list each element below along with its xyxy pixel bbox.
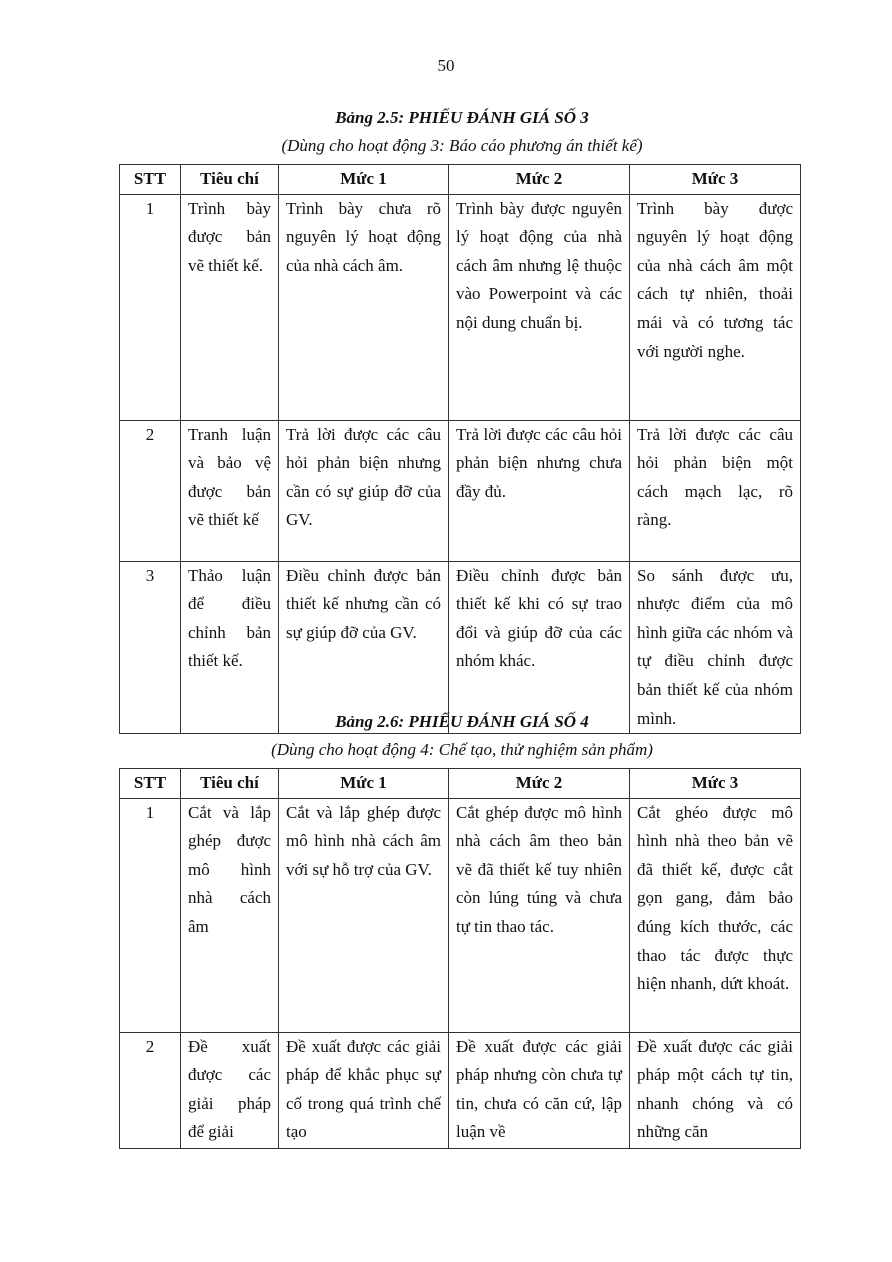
cell-level-3: Đề xuất được các giải pháp một cách tự tin, nhanh chóng và có những căn: [630, 1032, 801, 1148]
header-level-3: Mức 3: [630, 165, 801, 195]
cell-criterion: Đề xuất được các giải pháp để giải: [181, 1032, 279, 1148]
table-row: [120, 420, 801, 561]
cell-level-2: Đề xuất được các giải pháp nhưng còn chưa tự tin, chưa có căn cứ, lập luận về: [449, 1032, 630, 1148]
table-subtitle: (Dùng cho hoạt động 4: Chế tạo, thử nghiệm sản phẩm): [271, 740, 653, 759]
cell-level-1: Điều chỉnh được bản thiết kế nhưng cần có sự giúp đỡ của GV.: [279, 561, 449, 734]
cell-criterion: Trình bày được bản vẽ thiết kế.: [181, 194, 279, 420]
cell-level-1: Trả lời được các câu hỏi phản biện nhưng cần có sự giúp đỡ của GV.: [279, 420, 449, 561]
header-criterion: Tiêu chí: [181, 165, 279, 195]
header-stt: STT: [120, 165, 181, 195]
cell-level-2: Cắt ghép được mô hình nhà cách âm theo bản vẽ đã thiết kế tuy nhiên còn lúng túng và chưa tự tin thao tác.: [449, 798, 630, 1032]
cell-level-3: Trình bày được nguyên lý hoạt động của nhà cách âm một cách tự nhiên, thoải mái và có tương tác với người nghe.: [630, 194, 801, 420]
header-level-2: Mức 2: [449, 165, 630, 195]
header-level-1: Mức 1: [279, 769, 449, 799]
cell-stt: 1: [120, 194, 181, 420]
table-header-row: [120, 165, 801, 195]
cell-level-3: So sánh được ưu, nhược điểm của mô hình giữa các nhóm và tự điều chỉnh được bản thiết kế của nhóm mình.: [630, 561, 801, 734]
cell-level-3: Cắt ghéo được mô hình nhà theo bản vẽ đã thiết kế, được cắt gọn gang, đảm bảo đúng kích thước, các thao tác được thực hiện nhanh, dứt khoát.: [630, 798, 801, 1032]
table-row: [120, 798, 801, 1032]
cell-stt: 2: [120, 1032, 181, 1148]
cell-level-1: Trình bày chưa rõ nguyên lý hoạt động của nhà cách âm.: [279, 194, 449, 420]
table-header-row: [120, 769, 801, 799]
cell-stt: 3: [120, 561, 181, 734]
cell-criterion: Tranh luận và bảo vệ được bản vẽ thiết kế: [181, 420, 279, 561]
header-criterion: Tiêu chí: [181, 769, 279, 799]
table-row: [120, 561, 801, 734]
cell-criterion: Thảo luận để điều chỉnh bản thiết kế.: [181, 561, 279, 734]
table-row: [120, 194, 801, 420]
cell-level-2: Trình bày được nguyên lý hoạt động của nhà cách âm nhưng lệ thuộc vào Powerpoint và các nội dung chuẩn bị.: [449, 194, 630, 420]
header-level-1: Mức 1: [279, 165, 449, 195]
page-number: 50: [437, 56, 455, 75]
header-level-2: Mức 2: [449, 769, 630, 799]
assessment-table: [119, 164, 801, 734]
cell-level-1: Cắt và lắp ghép được mô hình nhà cách âm với sự hỗ trợ của GV.: [279, 798, 449, 1032]
table-row: [120, 1032, 801, 1148]
table-title: Bảng 2.6: PHIẾU ĐÁNH GIÁ SỐ 4: [335, 712, 589, 731]
cell-stt: 2: [120, 420, 181, 561]
cell-level-3: Trả lời được các câu hỏi phản biện một cách mạch lạc, rõ ràng.: [630, 420, 801, 561]
header-level-3: Mức 3: [630, 769, 801, 799]
table-title: Bảng 2.5: PHIẾU ĐÁNH GIÁ SỐ 3: [335, 108, 589, 127]
cell-stt: 1: [120, 798, 181, 1032]
cell-level-2: Điều chỉnh được bản thiết kế khi có sự trao đổi và giúp đỡ của các nhóm khác.: [449, 561, 630, 734]
cell-criterion: Cắt và lắp ghép được mô hình nhà cách âm: [181, 798, 279, 1032]
assessment-table: [119, 768, 801, 1149]
header-stt: STT: [120, 769, 181, 799]
table-subtitle: (Dùng cho hoạt động 3: Báo cáo phương án thiết kế): [281, 136, 643, 155]
cell-level-1: Đề xuất được các giải pháp để khắc phục sự cố trong quá trình chế tạo: [279, 1032, 449, 1148]
cell-level-2: Trả lời được các câu hỏi phản biện nhưng chưa đầy đủ.: [449, 420, 630, 561]
